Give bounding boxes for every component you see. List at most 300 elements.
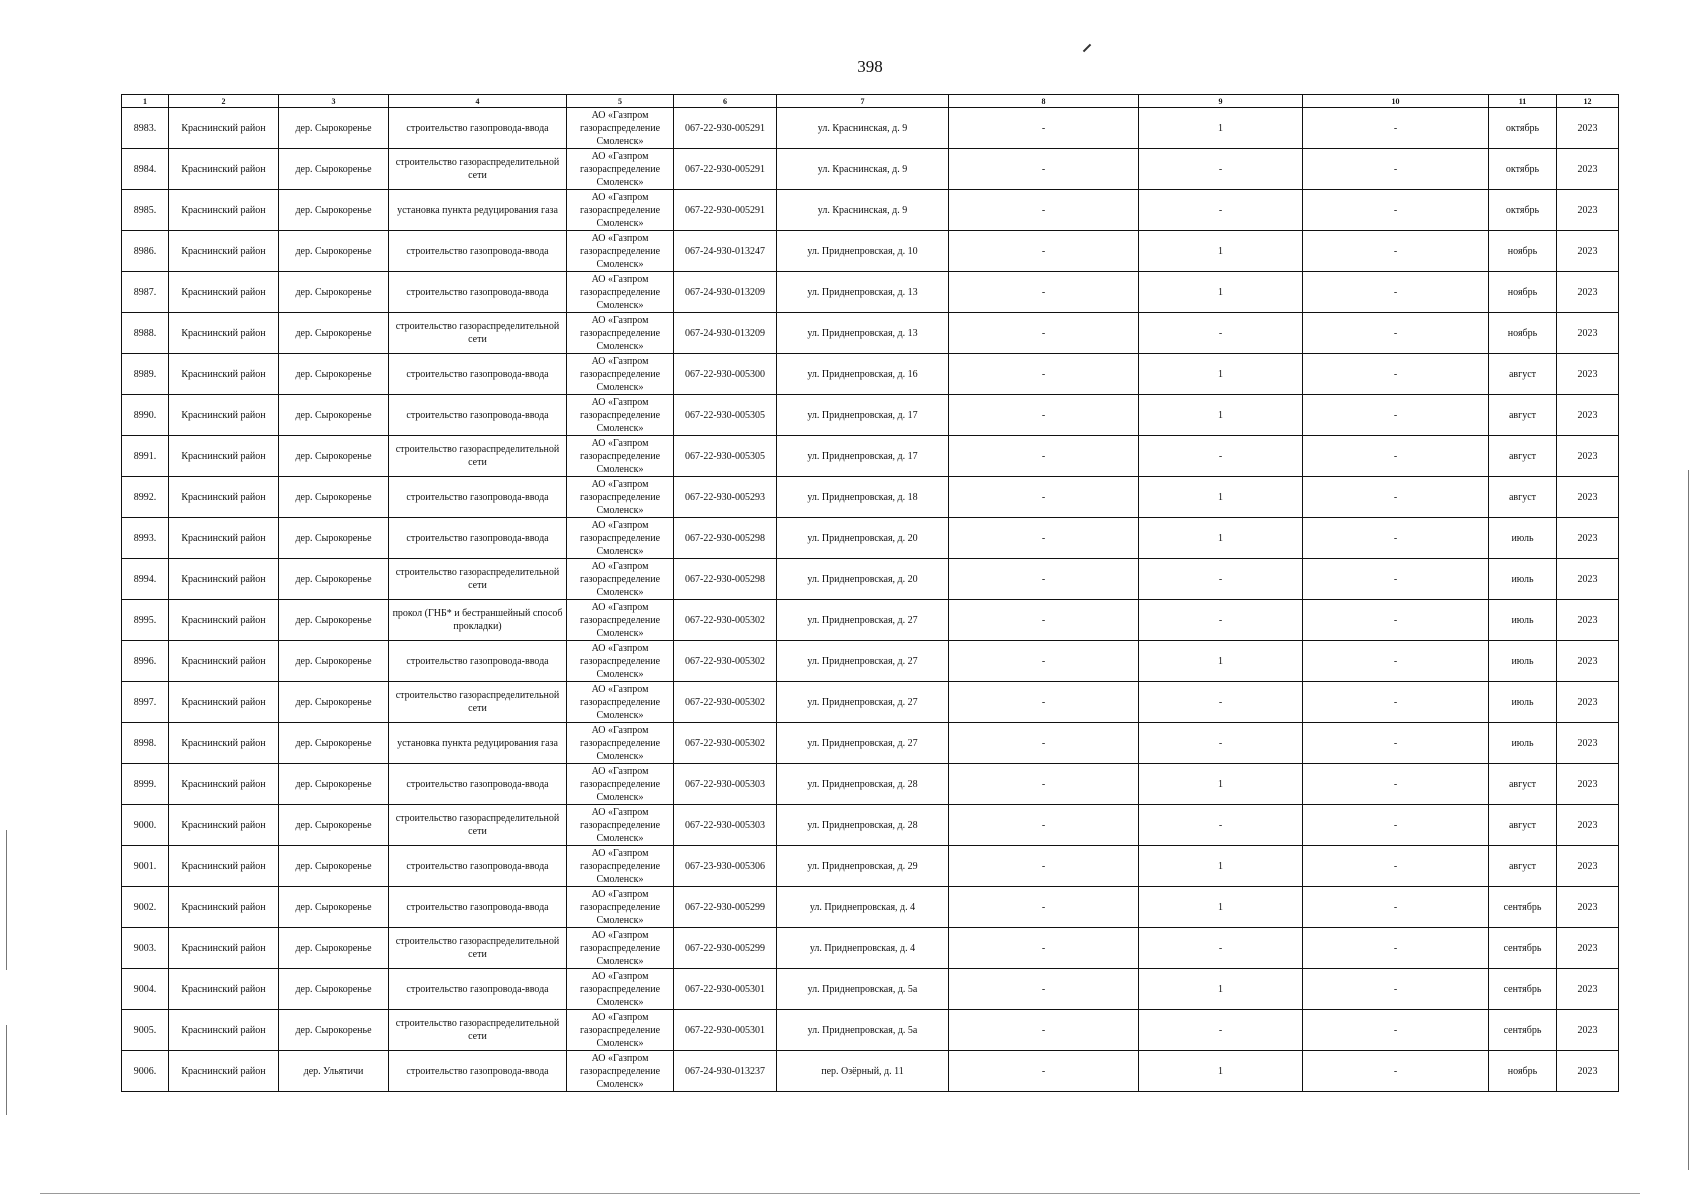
- cell-object-code: 067-22-930-005302: [674, 600, 777, 641]
- cell-row-number: 8985.: [122, 190, 169, 231]
- column-header: 9: [1139, 95, 1303, 108]
- table-row: [122, 190, 1619, 231]
- cell-settlement: дер. Сырокоренье: [279, 518, 389, 559]
- cell-object-code: 067-22-930-005305: [674, 395, 777, 436]
- cell-settlement: дер. Сырокоренье: [279, 231, 389, 272]
- cell-col-8: -: [949, 764, 1139, 805]
- cell-year: 2023: [1557, 682, 1619, 723]
- table-row: [122, 518, 1619, 559]
- table-row: [122, 723, 1619, 764]
- cell-col-8: -: [949, 108, 1139, 149]
- cell-address: ул. Приднепровская, д. 29: [777, 846, 949, 887]
- cell-col-10: -: [1303, 477, 1489, 518]
- cell-year: 2023: [1557, 723, 1619, 764]
- cell-col-8: -: [949, 149, 1139, 190]
- page-number: 398: [857, 57, 883, 76]
- table-row: [122, 764, 1619, 805]
- cell-col-10: -: [1303, 395, 1489, 436]
- cell-month: август: [1489, 846, 1557, 887]
- cell-col-8: -: [949, 313, 1139, 354]
- cell-row-number: 9006.: [122, 1051, 169, 1092]
- cell-month: ноябрь: [1489, 231, 1557, 272]
- cell-col-8: -: [949, 477, 1139, 518]
- cell-address: ул. Приднепровская, д. 20: [777, 559, 949, 600]
- cell-col-9: -: [1139, 149, 1303, 190]
- cell-address: пер. Озёрный, д. 11: [777, 1051, 949, 1092]
- cell-row-number: 8994.: [122, 559, 169, 600]
- cell-col-10: -: [1303, 272, 1489, 313]
- cell-month: август: [1489, 436, 1557, 477]
- cell-object-code: 067-22-930-005300: [674, 354, 777, 395]
- cell-col-9: 1: [1139, 764, 1303, 805]
- cell-organization: АО «Газпром газораспределение Смоленск»: [567, 190, 674, 231]
- cell-object-code: 067-24-930-013209: [674, 272, 777, 313]
- cell-col-9: 1: [1139, 641, 1303, 682]
- cell-work-type: строительство газопровода-ввода: [389, 231, 567, 272]
- cell-month: ноябрь: [1489, 272, 1557, 313]
- cell-year: 2023: [1557, 518, 1619, 559]
- cell-district: Краснинский район: [169, 887, 279, 928]
- cell-object-code: 067-22-930-005303: [674, 805, 777, 846]
- cell-col-8: -: [949, 887, 1139, 928]
- cell-col-9: 1: [1139, 108, 1303, 149]
- table-row: [122, 313, 1619, 354]
- cell-month: август: [1489, 477, 1557, 518]
- cell-col-10: -: [1303, 190, 1489, 231]
- cell-settlement: дер. Сырокоренье: [279, 846, 389, 887]
- table-row: [122, 846, 1619, 887]
- cell-month: август: [1489, 395, 1557, 436]
- cell-work-type: строительство газопровода-ввода: [389, 395, 567, 436]
- cell-organization: АО «Газпром газораспределение Смоленск»: [567, 1051, 674, 1092]
- cell-settlement: дер. Сырокоренье: [279, 600, 389, 641]
- cell-year: 2023: [1557, 272, 1619, 313]
- cell-col-10: -: [1303, 518, 1489, 559]
- cell-organization: АО «Газпром газораспределение Смоленск»: [567, 477, 674, 518]
- cell-settlement: дер. Сырокоренье: [279, 395, 389, 436]
- cell-row-number: 8996.: [122, 641, 169, 682]
- cell-organization: АО «Газпром газораспределение Смоленск»: [567, 559, 674, 600]
- cell-settlement: дер. Сырокоренье: [279, 969, 389, 1010]
- table-row: [122, 108, 1619, 149]
- cell-col-9: 1: [1139, 846, 1303, 887]
- cell-organization: АО «Газпром газораспределение Смоленск»: [567, 600, 674, 641]
- cell-settlement: дер. Сырокоренье: [279, 149, 389, 190]
- cell-address: ул. Приднепровская, д. 20: [777, 518, 949, 559]
- scan-bottom-rule: [40, 1193, 1640, 1194]
- cell-object-code: 067-24-930-013237: [674, 1051, 777, 1092]
- cell-organization: АО «Газпром газораспределение Смоленск»: [567, 272, 674, 313]
- cell-organization: АО «Газпром газораспределение Смоленск»: [567, 928, 674, 969]
- cell-work-type: строительство газопровода-ввода: [389, 272, 567, 313]
- cell-district: Краснинский район: [169, 436, 279, 477]
- cell-year: 2023: [1557, 600, 1619, 641]
- cell-col-10: -: [1303, 436, 1489, 477]
- cell-year: 2023: [1557, 559, 1619, 600]
- cell-district: Краснинский район: [169, 108, 279, 149]
- cell-work-type: строительство газораспределительной сети: [389, 805, 567, 846]
- cell-row-number: 8991.: [122, 436, 169, 477]
- cell-col-10: -: [1303, 1010, 1489, 1051]
- cell-settlement: дер. Ульятичи: [279, 1051, 389, 1092]
- cell-col-10: -: [1303, 1051, 1489, 1092]
- cell-work-type: строительство газопровода-ввода: [389, 1051, 567, 1092]
- cell-work-type: прокол (ГНБ* и бестраншейный способ прокладки): [389, 600, 567, 641]
- cell-col-8: -: [949, 272, 1139, 313]
- cell-month: июль: [1489, 559, 1557, 600]
- cell-row-number: 8984.: [122, 149, 169, 190]
- cell-object-code: 067-22-930-005291: [674, 190, 777, 231]
- cell-district: Краснинский район: [169, 231, 279, 272]
- cell-organization: АО «Газпром газораспределение Смоленск»: [567, 108, 674, 149]
- cell-year: 2023: [1557, 641, 1619, 682]
- cell-year: 2023: [1557, 231, 1619, 272]
- cell-col-8: -: [949, 723, 1139, 764]
- cell-year: 2023: [1557, 805, 1619, 846]
- cell-address: ул. Краснинская, д. 9: [777, 190, 949, 231]
- table-row: [122, 1010, 1619, 1051]
- table-row: [122, 887, 1619, 928]
- cell-object-code: 067-22-930-005298: [674, 518, 777, 559]
- cell-row-number: 8983.: [122, 108, 169, 149]
- cell-col-9: 1: [1139, 354, 1303, 395]
- cell-work-type: строительство газопровода-ввода: [389, 969, 567, 1010]
- cell-col-10: -: [1303, 723, 1489, 764]
- cell-month: июль: [1489, 518, 1557, 559]
- cell-row-number: 8998.: [122, 723, 169, 764]
- cell-district: Краснинский район: [169, 149, 279, 190]
- cell-work-type: строительство газораспределительной сети: [389, 436, 567, 477]
- cell-organization: АО «Газпром газораспределение Смоленск»: [567, 805, 674, 846]
- cell-district: Краснинский район: [169, 600, 279, 641]
- cell-col-9: -: [1139, 805, 1303, 846]
- cell-object-code: 067-22-930-005301: [674, 1010, 777, 1051]
- cell-address: ул. Приднепровская, д. 28: [777, 805, 949, 846]
- cell-work-type: строительство газопровода-ввода: [389, 846, 567, 887]
- column-header: 7: [777, 95, 949, 108]
- cell-month: август: [1489, 354, 1557, 395]
- cell-district: Краснинский район: [169, 805, 279, 846]
- cell-month: сентябрь: [1489, 887, 1557, 928]
- column-header: 3: [279, 95, 389, 108]
- cell-year: 2023: [1557, 313, 1619, 354]
- cell-settlement: дер. Сырокоренье: [279, 641, 389, 682]
- cell-month: август: [1489, 805, 1557, 846]
- cell-address: ул. Приднепровская, д. 17: [777, 436, 949, 477]
- column-header: 10: [1303, 95, 1489, 108]
- cell-organization: АО «Газпром газораспределение Смоленск»: [567, 969, 674, 1010]
- cell-col-8: -: [949, 354, 1139, 395]
- cell-row-number: 9002.: [122, 887, 169, 928]
- cell-month: сентябрь: [1489, 969, 1557, 1010]
- cell-settlement: дер. Сырокоренье: [279, 272, 389, 313]
- cell-col-10: -: [1303, 231, 1489, 272]
- cell-col-10: -: [1303, 887, 1489, 928]
- cell-organization: АО «Газпром газораспределение Смоленск»: [567, 149, 674, 190]
- cell-settlement: дер. Сырокоренье: [279, 190, 389, 231]
- cell-row-number: 8987.: [122, 272, 169, 313]
- cell-year: 2023: [1557, 477, 1619, 518]
- cell-row-number: 8993.: [122, 518, 169, 559]
- cell-col-9: -: [1139, 436, 1303, 477]
- cell-address: ул. Приднепровская, д. 5а: [777, 1010, 949, 1051]
- cell-col-10: -: [1303, 764, 1489, 805]
- cell-month: август: [1489, 764, 1557, 805]
- cell-col-8: -: [949, 1010, 1139, 1051]
- cell-work-type: строительство газопровода-ввода: [389, 641, 567, 682]
- cell-col-8: -: [949, 559, 1139, 600]
- cell-col-8: -: [949, 1051, 1139, 1092]
- cell-col-10: -: [1303, 928, 1489, 969]
- cell-district: Краснинский район: [169, 313, 279, 354]
- cell-work-type: строительство газопровода-ввода: [389, 354, 567, 395]
- cell-col-9: 1: [1139, 518, 1303, 559]
- cell-work-type: строительство газораспределительной сети: [389, 559, 567, 600]
- cell-year: 2023: [1557, 1010, 1619, 1051]
- cell-month: июль: [1489, 641, 1557, 682]
- column-header: 12: [1557, 95, 1619, 108]
- cell-col-10: -: [1303, 313, 1489, 354]
- cell-address: ул. Приднепровская, д. 13: [777, 313, 949, 354]
- cell-col-9: -: [1139, 313, 1303, 354]
- column-header: 6: [674, 95, 777, 108]
- cell-work-type: строительство газораспределительной сети: [389, 682, 567, 723]
- column-header: 5: [567, 95, 674, 108]
- cell-month: июль: [1489, 600, 1557, 641]
- cell-month: октябрь: [1489, 108, 1557, 149]
- table-row: [122, 641, 1619, 682]
- table-row: [122, 805, 1619, 846]
- table-row: [122, 477, 1619, 518]
- cell-col-9: 1: [1139, 887, 1303, 928]
- cell-district: Краснинский район: [169, 764, 279, 805]
- cell-col-10: -: [1303, 682, 1489, 723]
- cell-district: Краснинский район: [169, 477, 279, 518]
- cell-district: Краснинский район: [169, 272, 279, 313]
- cell-object-code: 067-22-930-005305: [674, 436, 777, 477]
- table-row: [122, 559, 1619, 600]
- cell-object-code: 067-22-930-005291: [674, 108, 777, 149]
- cell-district: Краснинский район: [169, 354, 279, 395]
- table-row: [122, 436, 1619, 477]
- cell-col-8: -: [949, 969, 1139, 1010]
- cell-row-number: 8999.: [122, 764, 169, 805]
- cell-col-10: -: [1303, 846, 1489, 887]
- table-row: [122, 231, 1619, 272]
- table-body: [122, 95, 1619, 1092]
- cell-col-10: -: [1303, 354, 1489, 395]
- cell-district: Краснинский район: [169, 518, 279, 559]
- scan-edge-left-2: [6, 1025, 7, 1115]
- cell-col-9: 1: [1139, 272, 1303, 313]
- cell-address: ул. Приднепровская, д. 28: [777, 764, 949, 805]
- cell-col-8: -: [949, 190, 1139, 231]
- cell-row-number: 8992.: [122, 477, 169, 518]
- cell-month: ноябрь: [1489, 1051, 1557, 1092]
- cell-col-8: -: [949, 395, 1139, 436]
- cell-row-number: 8989.: [122, 354, 169, 395]
- cell-address: ул. Краснинская, д. 9: [777, 108, 949, 149]
- cell-col-10: -: [1303, 559, 1489, 600]
- cell-object-code: 067-24-930-013247: [674, 231, 777, 272]
- cell-object-code: 067-22-930-005299: [674, 928, 777, 969]
- cell-district: Краснинский район: [169, 723, 279, 764]
- cell-col-10: -: [1303, 805, 1489, 846]
- table-row: [122, 682, 1619, 723]
- cell-col-8: -: [949, 518, 1139, 559]
- cell-address: ул. Приднепровская, д. 13: [777, 272, 949, 313]
- cell-year: 2023: [1557, 846, 1619, 887]
- cell-settlement: дер. Сырокоренье: [279, 723, 389, 764]
- cell-row-number: 9000.: [122, 805, 169, 846]
- cell-work-type: строительство газопровода-ввода: [389, 518, 567, 559]
- cell-object-code: 067-22-930-005291: [674, 149, 777, 190]
- cell-col-8: -: [949, 805, 1139, 846]
- cell-object-code: 067-22-930-005293: [674, 477, 777, 518]
- cell-object-code: 067-23-930-005306: [674, 846, 777, 887]
- cell-col-8: -: [949, 928, 1139, 969]
- cell-organization: АО «Газпром газораспределение Смоленск»: [567, 436, 674, 477]
- cell-work-type: строительство газопровода-ввода: [389, 887, 567, 928]
- cell-month: ноябрь: [1489, 313, 1557, 354]
- column-header: 1: [122, 95, 169, 108]
- table-row: [122, 354, 1619, 395]
- cell-month: июль: [1489, 682, 1557, 723]
- cell-object-code: 067-22-930-005302: [674, 641, 777, 682]
- cell-year: 2023: [1557, 436, 1619, 477]
- cell-col-9: -: [1139, 928, 1303, 969]
- cell-settlement: дер. Сырокоренье: [279, 1010, 389, 1051]
- cell-year: 2023: [1557, 395, 1619, 436]
- cell-col-9: -: [1139, 1010, 1303, 1051]
- cell-col-9: -: [1139, 723, 1303, 764]
- cell-row-number: 8986.: [122, 231, 169, 272]
- cell-col-10: -: [1303, 969, 1489, 1010]
- column-header: 11: [1489, 95, 1557, 108]
- cell-row-number: 9005.: [122, 1010, 169, 1051]
- cell-district: Краснинский район: [169, 395, 279, 436]
- table-row: [122, 1051, 1619, 1092]
- column-header: 4: [389, 95, 567, 108]
- cell-work-type: строительство газопровода-ввода: [389, 477, 567, 518]
- cell-settlement: дер. Сырокоренье: [279, 354, 389, 395]
- cell-organization: АО «Газпром газораспределение Смоленск»: [567, 518, 674, 559]
- cell-object-code: 067-24-930-013209: [674, 313, 777, 354]
- cell-col-9: 1: [1139, 969, 1303, 1010]
- table-row: [122, 928, 1619, 969]
- cell-object-code: 067-22-930-005298: [674, 559, 777, 600]
- cell-address: ул. Приднепровская, д. 27: [777, 641, 949, 682]
- cell-col-8: -: [949, 682, 1139, 723]
- table-row: [122, 600, 1619, 641]
- cell-address: ул. Приднепровская, д. 4: [777, 887, 949, 928]
- cell-row-number: 9004.: [122, 969, 169, 1010]
- cell-col-9: 1: [1139, 1051, 1303, 1092]
- table-row: [122, 272, 1619, 313]
- cell-settlement: дер. Сырокоренье: [279, 682, 389, 723]
- cell-month: сентябрь: [1489, 1010, 1557, 1051]
- cell-month: октябрь: [1489, 190, 1557, 231]
- cell-settlement: дер. Сырокоренье: [279, 477, 389, 518]
- cell-col-8: -: [949, 600, 1139, 641]
- cell-district: Краснинский район: [169, 641, 279, 682]
- cell-address: ул. Краснинская, д. 9: [777, 149, 949, 190]
- cell-district: Краснинский район: [169, 1010, 279, 1051]
- table-row: [122, 969, 1619, 1010]
- cell-work-type: строительство газопровода-ввода: [389, 764, 567, 805]
- cell-address: ул. Приднепровская, д. 5а: [777, 969, 949, 1010]
- cell-year: 2023: [1557, 149, 1619, 190]
- cell-organization: АО «Газпром газораспределение Смоленск»: [567, 723, 674, 764]
- table-row: [122, 395, 1619, 436]
- header-row: [122, 95, 1619, 108]
- cell-object-code: 067-22-930-005302: [674, 723, 777, 764]
- cell-address: ул. Приднепровская, д. 27: [777, 600, 949, 641]
- cell-row-number: 8988.: [122, 313, 169, 354]
- cell-district: Краснинский район: [169, 969, 279, 1010]
- cell-work-type: строительство газораспределительной сети: [389, 1010, 567, 1051]
- cell-row-number: 8990.: [122, 395, 169, 436]
- cell-year: 2023: [1557, 1051, 1619, 1092]
- cell-district: Краснинский район: [169, 846, 279, 887]
- cell-col-8: -: [949, 846, 1139, 887]
- cell-settlement: дер. Сырокоренье: [279, 887, 389, 928]
- cell-address: ул. Приднепровская, д. 18: [777, 477, 949, 518]
- cell-address: ул. Приднепровская, д. 27: [777, 682, 949, 723]
- cell-year: 2023: [1557, 354, 1619, 395]
- cell-organization: АО «Газпром газораспределение Смоленск»: [567, 1010, 674, 1051]
- cell-organization: АО «Газпром газораспределение Смоленск»: [567, 354, 674, 395]
- cell-month: сентябрь: [1489, 928, 1557, 969]
- cell-organization: АО «Газпром газораспределение Смоленск»: [567, 231, 674, 272]
- cell-col-9: 1: [1139, 231, 1303, 272]
- cell-object-code: 067-22-930-005303: [674, 764, 777, 805]
- cell-col-10: -: [1303, 108, 1489, 149]
- cell-district: Краснинский район: [169, 190, 279, 231]
- scan-edge-right: [1688, 470, 1689, 1170]
- cell-col-8: -: [949, 436, 1139, 477]
- cell-month: октябрь: [1489, 149, 1557, 190]
- cell-organization: АО «Газпром газораспределение Смоленск»: [567, 395, 674, 436]
- cell-settlement: дер. Сырокоренье: [279, 436, 389, 477]
- cell-settlement: дер. Сырокоренье: [279, 313, 389, 354]
- cell-col-9: -: [1139, 190, 1303, 231]
- cell-row-number: 8997.: [122, 682, 169, 723]
- scan-edge-left: [6, 830, 7, 970]
- cell-object-code: 067-22-930-005301: [674, 969, 777, 1010]
- pen-mark: [1083, 44, 1091, 52]
- cell-district: Краснинский район: [169, 1051, 279, 1092]
- cell-settlement: дер. Сырокоренье: [279, 805, 389, 846]
- cell-object-code: 067-22-930-005302: [674, 682, 777, 723]
- cell-settlement: дер. Сырокоренье: [279, 559, 389, 600]
- cell-col-10: -: [1303, 641, 1489, 682]
- table-row: [122, 149, 1619, 190]
- cell-col-9: 1: [1139, 477, 1303, 518]
- cell-work-type: установка пункта редуцирования газа: [389, 723, 567, 764]
- cell-object-code: 067-22-930-005299: [674, 887, 777, 928]
- cell-year: 2023: [1557, 969, 1619, 1010]
- cell-address: ул. Приднепровская, д. 4: [777, 928, 949, 969]
- cell-work-type: строительство газораспределительной сети: [389, 928, 567, 969]
- cell-col-8: -: [949, 641, 1139, 682]
- cell-col-10: -: [1303, 600, 1489, 641]
- cell-col-9: -: [1139, 559, 1303, 600]
- cell-row-number: 9003.: [122, 928, 169, 969]
- cell-year: 2023: [1557, 928, 1619, 969]
- cell-month: июль: [1489, 723, 1557, 764]
- cell-work-type: строительство газораспределительной сети: [389, 313, 567, 354]
